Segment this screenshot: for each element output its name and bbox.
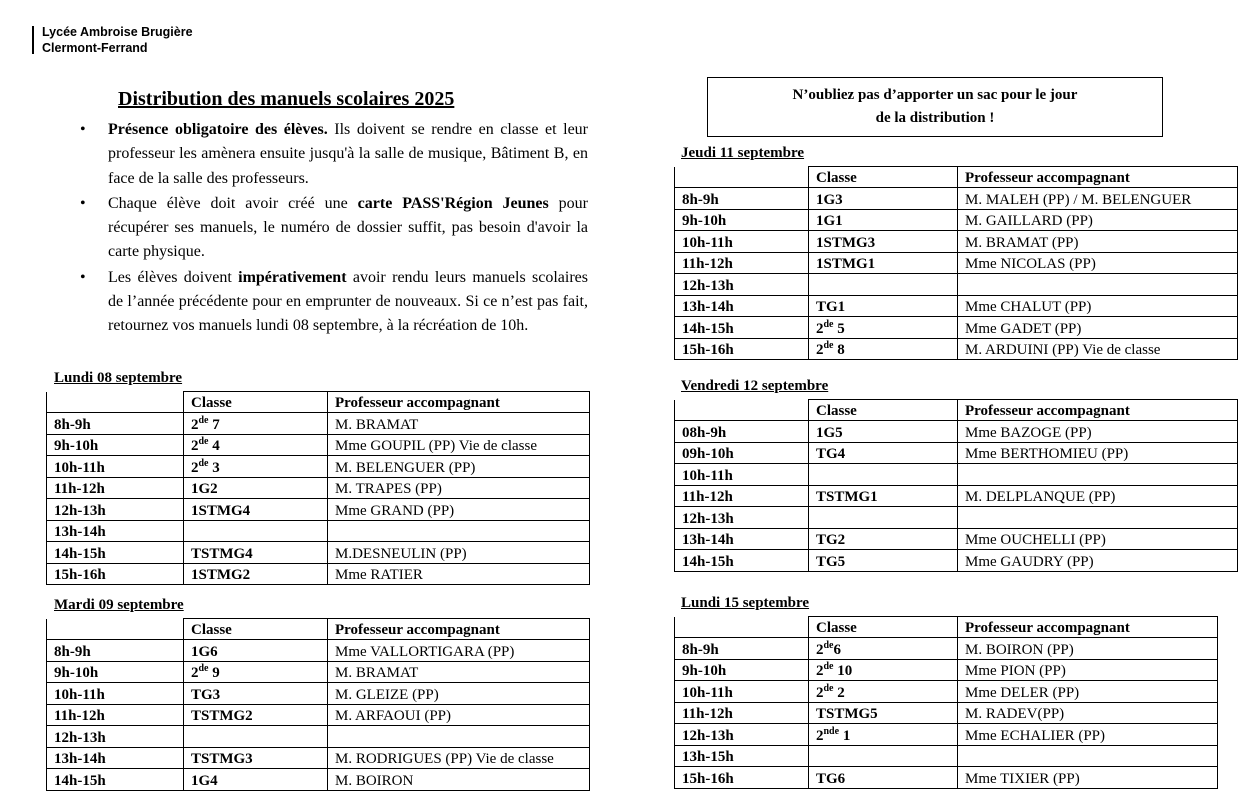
class-ordinal: de xyxy=(198,436,209,447)
class-name: TSTMG5 xyxy=(816,706,878,722)
bullet-icon: • xyxy=(80,121,86,138)
instruction-text: Chaque élève doit avoir créé une xyxy=(108,194,358,212)
time-slot: 8h-9h xyxy=(47,413,184,435)
class-cell xyxy=(809,464,958,486)
class-number: 5 xyxy=(833,320,845,337)
table-row xyxy=(47,499,590,521)
instruction-bold: carte PASS'Région Jeunes xyxy=(357,194,549,212)
time-slot: 11h-12h xyxy=(47,704,184,726)
time-slot: 10h-11h xyxy=(47,456,184,478)
class-name: 2 xyxy=(191,459,199,476)
class-name: 2 xyxy=(191,665,199,681)
logo-bar xyxy=(32,26,34,54)
time-slot: 09h-10h xyxy=(675,442,809,464)
class-cell xyxy=(809,638,958,660)
class-number: 6 xyxy=(833,641,841,658)
professor-name: M. BOIRON xyxy=(328,769,590,791)
class-name: TSTMG1 xyxy=(816,489,878,505)
class-name: 1G4 xyxy=(191,772,218,789)
class-name: 1STMG3 xyxy=(816,234,876,251)
professor-name xyxy=(958,507,1238,529)
class-cell xyxy=(809,681,958,703)
table-header-row xyxy=(675,400,1238,421)
professor-name: Mme GADET (PP) xyxy=(958,317,1238,339)
professor-name: Mme VALLORTIGARA (PP) xyxy=(328,640,590,662)
header-professeur: Professeur accompagnant xyxy=(328,392,590,413)
instruction-item xyxy=(80,118,588,191)
class-cell xyxy=(809,209,958,231)
day-title-vendredi-12: Vendredi 12 septembre xyxy=(681,378,829,394)
professor-name: M. TRAPES (PP) xyxy=(328,477,590,499)
class-cell xyxy=(809,442,958,464)
professor-name: M. BRAMAT xyxy=(328,413,590,435)
table-row xyxy=(47,640,590,662)
class-cell xyxy=(809,338,958,360)
class-ordinal: de xyxy=(823,639,834,651)
time-slot: 12h-13h xyxy=(675,274,809,296)
professor-name: M. MALEH (PP) / M. BELENGUER xyxy=(958,188,1238,210)
time-slot: 11h-12h xyxy=(47,477,184,499)
class-name: 2 xyxy=(816,320,824,337)
table-row xyxy=(675,745,1218,767)
professor-name: M. BOIRON (PP) xyxy=(958,638,1218,660)
professor-name: M. BELENGUER (PP) xyxy=(328,456,590,478)
class-cell xyxy=(809,724,958,746)
time-slot: 13h-14h xyxy=(675,528,809,550)
class-ordinal: de xyxy=(823,340,834,351)
class-cell xyxy=(184,477,328,499)
time-slot: 10h-11h xyxy=(675,231,809,253)
professor-name: Mme CHALUT (PP) xyxy=(958,295,1238,317)
professor-name: M.DESNEULIN (PP) xyxy=(328,542,590,564)
class-cell xyxy=(809,550,958,572)
table-row xyxy=(675,421,1238,443)
time-slot: 14h-15h xyxy=(675,550,809,572)
table-header-row xyxy=(47,619,590,640)
class-number: 3 xyxy=(208,459,220,476)
professor-name xyxy=(328,726,590,748)
table-row xyxy=(47,413,590,435)
bullet-icon: • xyxy=(80,194,86,212)
professor-name xyxy=(958,745,1218,767)
class-cell xyxy=(809,252,958,274)
class-number: 7 xyxy=(208,416,220,433)
table-row xyxy=(675,188,1238,210)
class-name: TSTMG3 xyxy=(191,751,253,767)
class-name: 1STMG4 xyxy=(191,502,251,519)
class-cell xyxy=(184,520,328,542)
class-name: TG1 xyxy=(816,299,846,315)
header-professeur: Professeur accompagnant xyxy=(958,167,1238,188)
time-slot: 11h-12h xyxy=(675,485,809,507)
class-number: 2 xyxy=(833,684,845,701)
class-cell xyxy=(184,661,328,683)
class-number: 10 xyxy=(833,663,853,679)
professor-name: M. RODRIGUES (PP) Vie de classe xyxy=(328,747,590,769)
class-cell xyxy=(809,659,958,681)
class-name: 2 xyxy=(816,663,824,679)
header-classe: Classe xyxy=(184,392,328,413)
class-cell xyxy=(809,274,958,296)
professor-name: M. DELPLANQUE (PP) xyxy=(958,485,1238,507)
class-ordinal: de xyxy=(823,318,834,330)
class-cell xyxy=(809,767,958,789)
day-title-lundi-15: Lundi 15 septembre xyxy=(681,595,810,611)
professor-name: Mme TIXIER (PP) xyxy=(958,767,1218,789)
class-name: TG6 xyxy=(816,770,846,787)
professor-name: Mme ECHALIER (PP) xyxy=(958,724,1218,746)
time-slot: 10h-11h xyxy=(675,464,809,486)
table-row xyxy=(47,456,590,478)
header-classe: Classe xyxy=(184,619,328,640)
header-classe: Classe xyxy=(809,617,958,638)
time-slot: 13h-15h xyxy=(675,745,809,767)
professor-name: Mme DELER (PP) xyxy=(958,681,1218,703)
table-header-row xyxy=(675,617,1218,638)
day-title-jeudi-11: Jeudi 11 septembre xyxy=(681,145,805,161)
class-ordinal: de xyxy=(198,414,209,426)
class-number: 1 xyxy=(839,727,851,744)
header-time-cell xyxy=(675,617,809,638)
table-row xyxy=(675,528,1238,550)
class-name: TSTMG2 xyxy=(191,708,253,724)
table-row xyxy=(675,638,1218,660)
bullet-icon: • xyxy=(80,268,86,286)
professor-name: Mme GRAND (PP) xyxy=(328,499,590,521)
class-name: 2 xyxy=(816,684,824,701)
header-time-cell xyxy=(675,167,809,188)
instruction-text: pour récupérer ses manuels, le numéro de dossier suffit, pas besoin d'avoir la carte physique. xyxy=(108,194,588,261)
table-row xyxy=(675,681,1218,703)
time-slot: 15h-16h xyxy=(47,563,184,585)
professor-name: Mme NICOLAS (PP) xyxy=(958,252,1238,274)
table-row xyxy=(47,769,590,791)
time-slot: 8h-9h xyxy=(675,638,809,660)
time-slot: 9h-10h xyxy=(675,659,809,681)
class-name: 1G1 xyxy=(816,213,843,229)
table-row xyxy=(47,747,590,769)
time-slot: 10h-11h xyxy=(47,683,184,705)
table-row xyxy=(47,704,590,726)
time-slot: 13h-14h xyxy=(675,295,809,317)
time-slot: 08h-9h xyxy=(675,421,809,443)
table-header-row xyxy=(675,167,1238,188)
class-cell xyxy=(184,640,328,662)
table-row xyxy=(675,442,1238,464)
class-name: TG2 xyxy=(816,532,846,548)
day-title-lundi-08: Lundi 08 septembre xyxy=(54,370,183,386)
instruction-bold: impérativement xyxy=(238,268,347,286)
time-slot: 13h-14h xyxy=(47,520,184,542)
class-name: 1STMG1 xyxy=(816,256,876,272)
professor-name: Mme GAUDRY (PP) xyxy=(958,550,1238,572)
time-slot: 10h-11h xyxy=(675,681,809,703)
class-name: 2 xyxy=(816,727,824,744)
class-cell xyxy=(184,683,328,705)
table-row xyxy=(47,726,590,748)
table-row xyxy=(675,464,1238,486)
school-city: Clermont-Ferrand xyxy=(42,41,148,55)
table-row xyxy=(675,550,1238,572)
table-row xyxy=(675,507,1238,529)
class-cell xyxy=(809,421,958,443)
professor-name: M. BRAMAT (PP) xyxy=(958,231,1238,253)
class-cell xyxy=(809,528,958,550)
time-slot: 8h-9h xyxy=(675,188,809,210)
table-row xyxy=(675,295,1238,317)
table-row xyxy=(47,683,590,705)
table-row xyxy=(675,338,1238,360)
time-slot: 14h-15h xyxy=(47,769,184,791)
class-cell xyxy=(809,702,958,724)
instruction-text: Ils doivent se rendre en classe et leur professeur les amènera ensuite jusqu'à la salle de musique, Bâtiment B, en face de la salle des professeurs. xyxy=(108,121,589,187)
table-row xyxy=(47,563,590,585)
instructions-list xyxy=(80,118,588,340)
professor-name xyxy=(958,274,1238,296)
class-cell xyxy=(809,485,958,507)
time-slot: 9h-10h xyxy=(675,209,809,231)
table-row xyxy=(47,477,590,499)
time-slot: 9h-10h xyxy=(47,434,184,456)
table-row xyxy=(47,520,590,542)
time-slot: 12h-13h xyxy=(675,507,809,529)
time-slot: 15h-16h xyxy=(675,767,809,789)
class-cell xyxy=(809,507,958,529)
time-slot: 11h-12h xyxy=(675,702,809,724)
time-slot: 8h-9h xyxy=(47,640,184,662)
class-cell xyxy=(184,499,328,521)
header-professeur: Professeur accompagnant xyxy=(958,400,1238,421)
class-number: 8 xyxy=(833,342,845,358)
header-classe: Classe xyxy=(809,400,958,421)
professor-name: M. ARFAOUI (PP) xyxy=(328,704,590,726)
class-name: 2 xyxy=(816,641,824,658)
professor-name: Mme GOUPIL (PP) Vie de classe xyxy=(328,434,590,456)
day-title-mardi-09: Mardi 09 septembre xyxy=(54,597,184,613)
class-ordinal: de xyxy=(198,663,209,674)
class-cell xyxy=(184,542,328,564)
class-cell xyxy=(184,769,328,791)
time-slot: 9h-10h xyxy=(47,661,184,683)
notice-line: de la distribution ! xyxy=(875,110,995,126)
schedule-table-lundi-15 xyxy=(674,616,1218,789)
professor-name xyxy=(328,520,590,542)
schedule-table-jeudi-11 xyxy=(674,166,1238,360)
time-slot: 14h-15h xyxy=(675,317,809,339)
professor-name xyxy=(958,464,1238,486)
header-professeur: Professeur accompagnant xyxy=(958,617,1218,638)
school-header xyxy=(42,24,193,56)
class-cell xyxy=(184,726,328,748)
class-name: 2 xyxy=(191,416,199,433)
time-slot: 12h-13h xyxy=(47,726,184,748)
instruction-item xyxy=(80,192,588,265)
time-slot: 11h-12h xyxy=(675,252,809,274)
header-time-cell xyxy=(47,392,184,413)
table-row xyxy=(47,434,590,456)
class-ordinal: de xyxy=(823,661,834,672)
schedule-table-lundi-08 xyxy=(46,391,590,585)
professor-name: Mme BERTHOMIEU (PP) xyxy=(958,442,1238,464)
table-row xyxy=(675,209,1238,231)
class-cell xyxy=(184,704,328,726)
table-row xyxy=(675,485,1238,507)
schedule-table-mardi-09 xyxy=(46,618,590,791)
professor-name: Mme RATIER xyxy=(328,563,590,585)
class-name: 2 xyxy=(816,342,824,358)
class-cell xyxy=(809,745,958,767)
table-header-row xyxy=(47,392,590,413)
professor-name: M. RADEV(PP) xyxy=(958,702,1218,724)
class-ordinal: de xyxy=(198,457,209,469)
table-row xyxy=(47,661,590,683)
class-name: 1G5 xyxy=(816,424,843,441)
class-cell xyxy=(809,317,958,339)
class-name: 1G6 xyxy=(191,643,218,660)
professor-name: Mme PION (PP) xyxy=(958,659,1218,681)
class-name: 1STMG2 xyxy=(191,567,251,583)
class-name: TG4 xyxy=(816,446,846,462)
class-ordinal: nde xyxy=(823,725,840,737)
header-time-cell xyxy=(47,619,184,640)
table-row xyxy=(675,317,1238,339)
class-ordinal: de xyxy=(823,682,834,694)
class-name: 1G3 xyxy=(816,191,843,208)
school-name: Lycée Ambroise Brugière xyxy=(42,25,193,39)
class-cell xyxy=(184,563,328,585)
time-slot: 14h-15h xyxy=(47,542,184,564)
professor-name: M. ARDUINI (PP) Vie de classe xyxy=(958,338,1238,360)
instruction-item xyxy=(80,266,588,339)
class-cell xyxy=(809,295,958,317)
instruction-text: avoir rendu leurs manuels scolaires de l’année précédente pour en emprunter de nouveaux. Si ce n’est pas fait, retournez vos manuels lundi 08 septembre, à la récréation de 10h. xyxy=(108,268,588,335)
header-classe: Classe xyxy=(809,167,958,188)
class-name: TG5 xyxy=(816,553,846,570)
table-row xyxy=(675,767,1218,789)
professor-name: M. GLEIZE (PP) xyxy=(328,683,590,705)
class-number: 4 xyxy=(208,438,220,454)
table-row xyxy=(675,659,1218,681)
professor-name: M. GAILLARD (PP) xyxy=(958,209,1238,231)
instruction-text: Les élèves doivent xyxy=(108,268,239,286)
professor-name: M. BRAMAT xyxy=(328,661,590,683)
table-row xyxy=(675,231,1238,253)
time-slot: 12h-13h xyxy=(675,724,809,746)
schedule-table-vendredi-12 xyxy=(674,399,1238,572)
professor-name: Mme BAZOGE (PP) xyxy=(958,421,1238,443)
class-cell xyxy=(184,413,328,435)
class-cell xyxy=(184,747,328,769)
instruction-bold: Présence obligatoire des élèves. xyxy=(108,121,328,138)
time-slot: 13h-14h xyxy=(47,747,184,769)
class-name: TG3 xyxy=(191,686,221,703)
notice-line: N’oubliez pas d’apporter un sac pour le jour xyxy=(792,87,1078,103)
table-row xyxy=(675,252,1238,274)
class-cell xyxy=(184,434,328,456)
table-row xyxy=(675,702,1218,724)
time-slot: 15h-16h xyxy=(675,338,809,360)
class-cell xyxy=(809,188,958,210)
table-row xyxy=(675,274,1238,296)
professor-name: Mme OUCHELLI (PP) xyxy=(958,528,1238,550)
time-slot: 12h-13h xyxy=(47,499,184,521)
notice-box xyxy=(707,77,1163,137)
class-name: TSTMG4 xyxy=(191,545,253,562)
class-name: 2 xyxy=(191,438,199,454)
table-row xyxy=(675,724,1218,746)
class-cell xyxy=(809,231,958,253)
class-number: 9 xyxy=(208,665,220,681)
table-row xyxy=(47,542,590,564)
class-name: 1G2 xyxy=(191,481,218,497)
page-title: Distribution des manuels scolaires 2025 xyxy=(118,88,455,110)
header-professeur: Professeur accompagnant xyxy=(328,619,590,640)
header-time-cell xyxy=(675,400,809,421)
class-cell xyxy=(184,456,328,478)
